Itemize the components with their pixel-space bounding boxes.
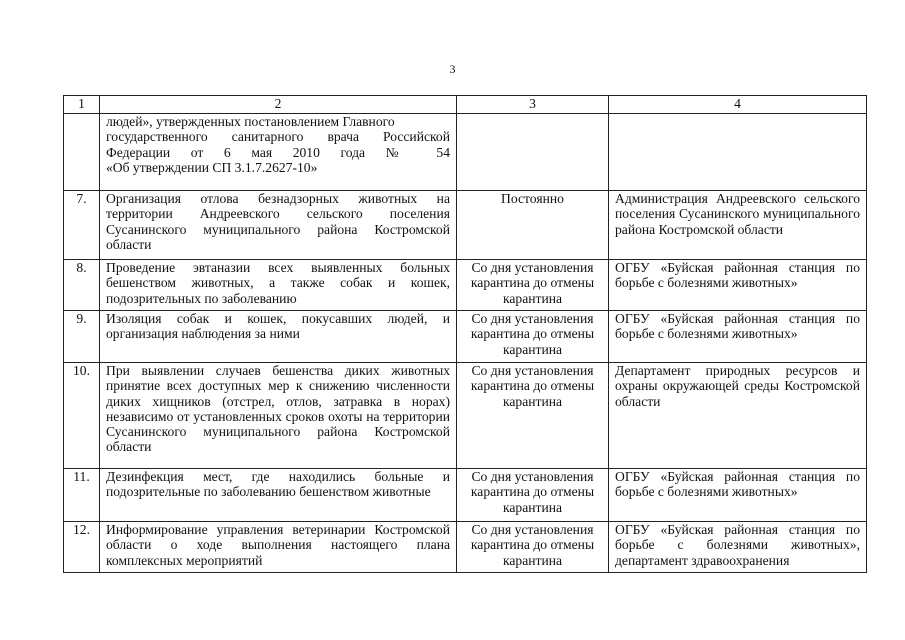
continuation-responsible-cell [609,114,867,191]
table-header-row [64,96,867,114]
continuation-num-cell [64,114,100,191]
row-measure: Проведение эвтаназии всех выявленных больных бешенством животных, а также собак и кошек, подозрительных по заболеванию [100,260,457,311]
continuation-line: «Об утверждении СП 3.1.7.2627-10» [106,159,318,175]
table-row [64,311,867,363]
row-measure: Информирование управления ветеринарии Костромской области о ходе выполнения настоящего плана комплексных мероприятий [100,522,457,573]
table-row [64,363,867,469]
continuation-line: Федерации от 6 мая 2010 года № 54 [106,144,450,160]
continuation-line: людей», утвержденных постановлением Главного [106,114,395,129]
continuation-term-cell [457,114,609,191]
row-measure: Изоляция собак и кошек, покусавших людей, и организация наблюдения за ними [100,311,457,363]
table-row [64,260,867,311]
row-term: Со дня установления карантина до отмены карантина [457,260,609,311]
row-responsible: ОГБУ «Буйская районная станция по борьбе с болезнями животных» [609,260,867,311]
row-term: Постоянно [457,191,609,260]
row-responsible: ОГБУ «Буйская районная станция по борьбе с болезнями животных» [609,469,867,522]
header-col-1: 1 [64,96,100,114]
row-number: 9. [64,311,100,363]
row-number: 8. [64,260,100,311]
row-measure: При выявлении случаев бешенства диких животных принятие всех доступных мер к снижению численности диких хищников (отстрел, отлов, затравка в норах) независимо от установленных сроков охоты на территории Сусанинского муниципального района Костромской области [100,363,457,469]
row-number: 12. [64,522,100,573]
table-row [64,522,867,573]
header-col-2: 2 [100,96,457,114]
row-term: Со дня установления карантина до отмены карантина [457,363,609,469]
row-responsible: Администрация Андреевского сельского поселения Сусанинского муниципального района Костромской области [609,191,867,260]
row-responsible: ОГБУ «Буйская районная станция по борьбе с болезнями животных» [609,311,867,363]
row-measure: Дезинфекция мест, где находились больные и подозрительные по заболеванию бешенством животные [100,469,457,522]
header-col-3: 3 [457,96,609,114]
table-row [64,191,867,260]
page-number: 3 [449,62,456,76]
row-number: 11. [64,469,100,522]
row-term: Со дня установления карантина до отмены карантина [457,522,609,573]
row-responsible: Департамент природных ресурсов и охраны окружающей среды Костромской области [609,363,867,469]
row-responsible: ОГБУ «Буйская районная станция по борьбе с болезнями животных», департамент здравоохранения [609,522,867,573]
measures-table [63,95,867,573]
continuation-line: государственного санитарного врача Российской [106,129,450,145]
row-term: Со дня установления карантина до отмены карантина [457,469,609,522]
row-measure: Организация отлова безнадзорных животных на территории Андреевского сельского поселения Сусанинского муниципального района Костромской области [100,191,457,260]
row-number: 7. [64,191,100,260]
table-row-continuation [64,114,867,191]
row-number: 10. [64,363,100,469]
row-term: Со дня установления карантина до отмены карантина [457,311,609,363]
table-row [64,469,867,522]
header-col-4: 4 [609,96,867,114]
continuation-measure-cell [100,114,457,191]
